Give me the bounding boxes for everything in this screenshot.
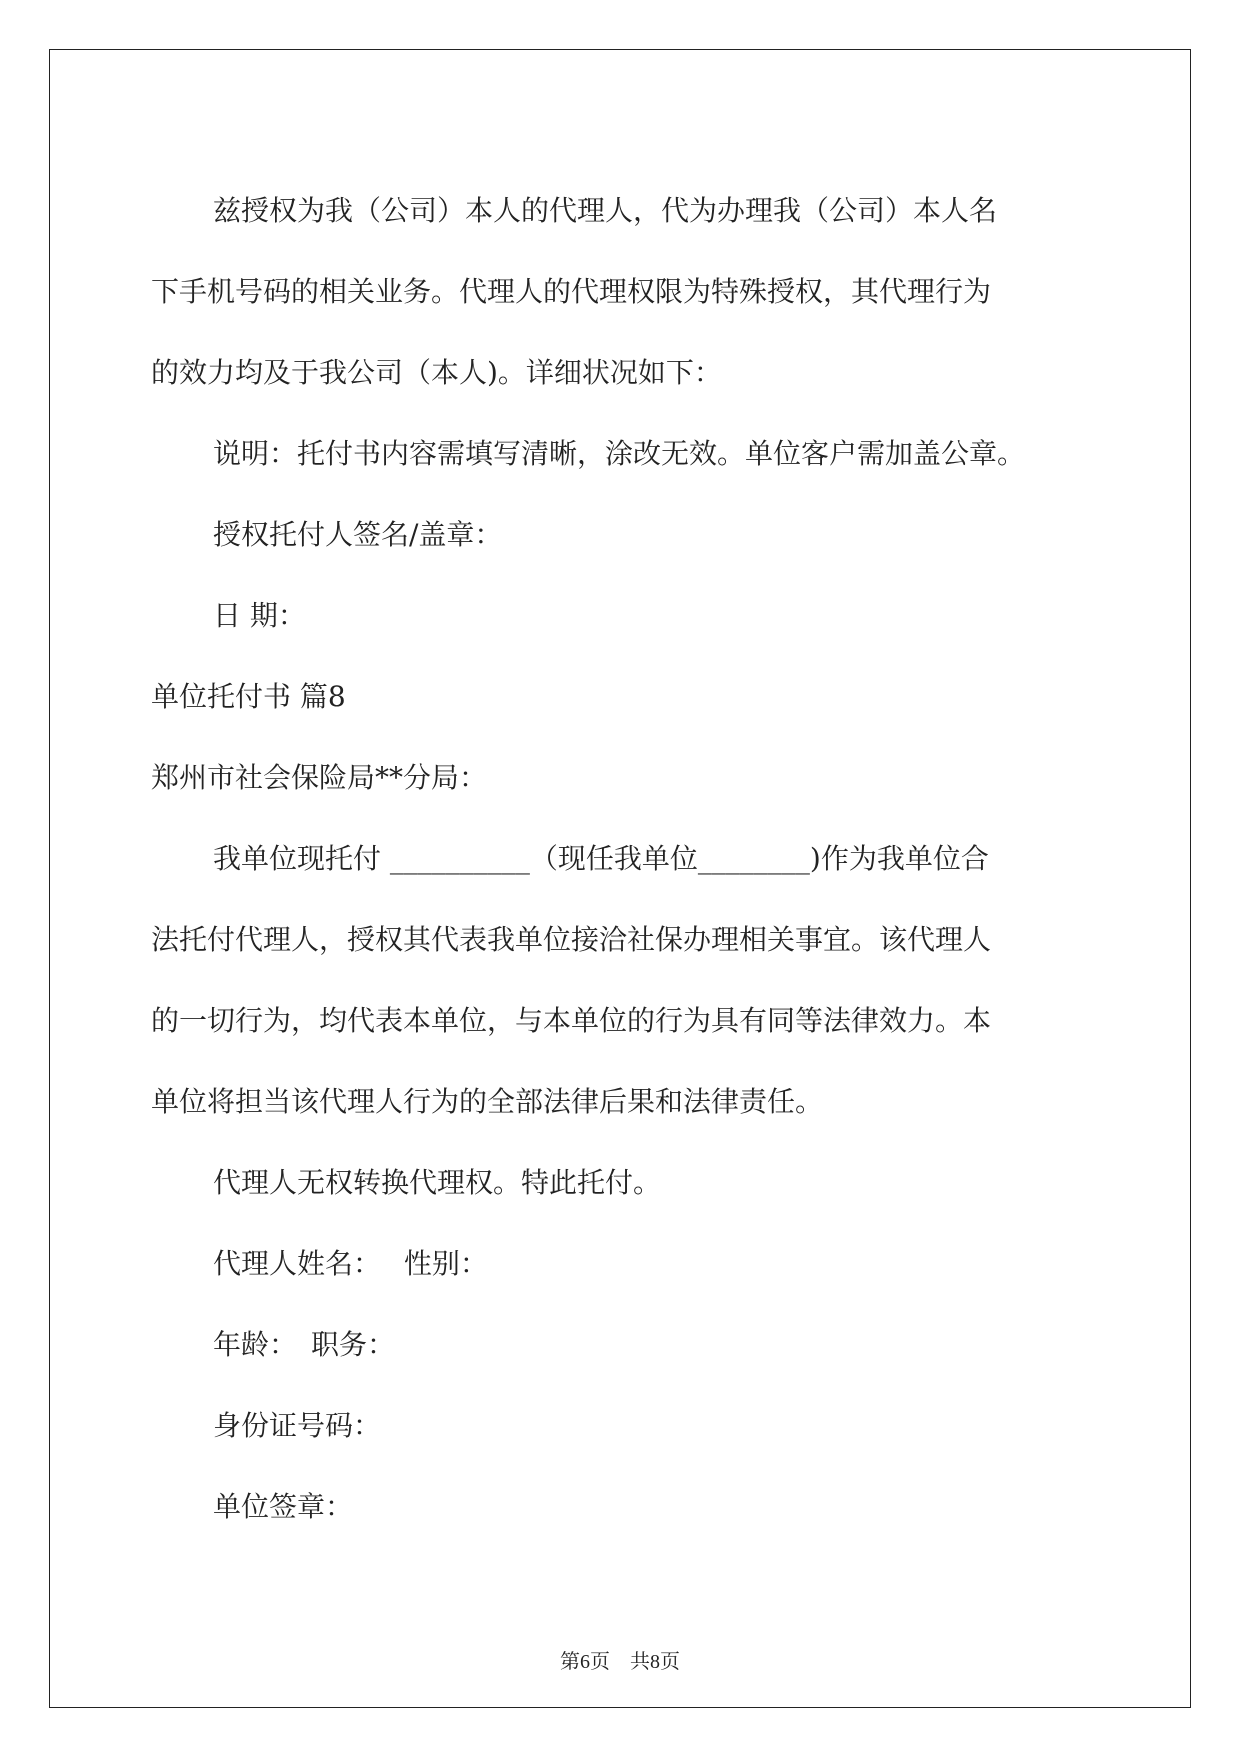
- paragraph-line: 的效力均及于我公司（本人)。详细状况如下：: [151, 356, 722, 389]
- document-page: [49, 49, 1191, 1708]
- page-number: 第6页 共8页: [560, 1651, 680, 1673]
- paragraph-line: 代理人无权转换代理权。特此托付。: [213, 1166, 662, 1199]
- document-body: [151, 170, 1131, 1547]
- unit-seal-field: 单位签章：: [213, 1490, 354, 1523]
- paragraph-line: 的一切行为，均代表本单位，与本单位的行为具有同等法律效力。本: [151, 1004, 992, 1037]
- paragraph-line: 我单位现托付 __________（现任我单位________)作为我单位合: [213, 842, 989, 875]
- paragraph-line: 单位将担当该代理人行为的全部法律后果和法律责任。: [151, 1085, 824, 1118]
- section-heading: 单位托付书 篇8: [151, 680, 346, 713]
- paragraph-line: 下手机号码的相关业务。代理人的代理权限为特殊授权，其代理行为: [151, 275, 992, 308]
- date-label: 日 期：: [213, 599, 306, 632]
- id-number-field: 身份证号码：: [213, 1409, 382, 1442]
- agent-name-gender-field: 代理人姓名： 性别：: [213, 1247, 488, 1280]
- paragraph-line: 说明：托付书内容需填写清晰，涂改无效。单位客户需加盖公章。: [213, 437, 1026, 470]
- signature-label: 授权托付人签名/盖章：: [213, 518, 503, 551]
- addressee: 郑州市社会保险局**分局：: [151, 761, 488, 794]
- paragraph-line: 兹授权为我（公司）本人的代理人，代为办理我（公司）本人名: [213, 194, 998, 227]
- paragraph-line: 法托付代理人，授权其代表我单位接洽社保办理相关事宜。该代理人: [151, 923, 992, 956]
- age-position-field: 年龄： 职务：: [213, 1328, 396, 1361]
